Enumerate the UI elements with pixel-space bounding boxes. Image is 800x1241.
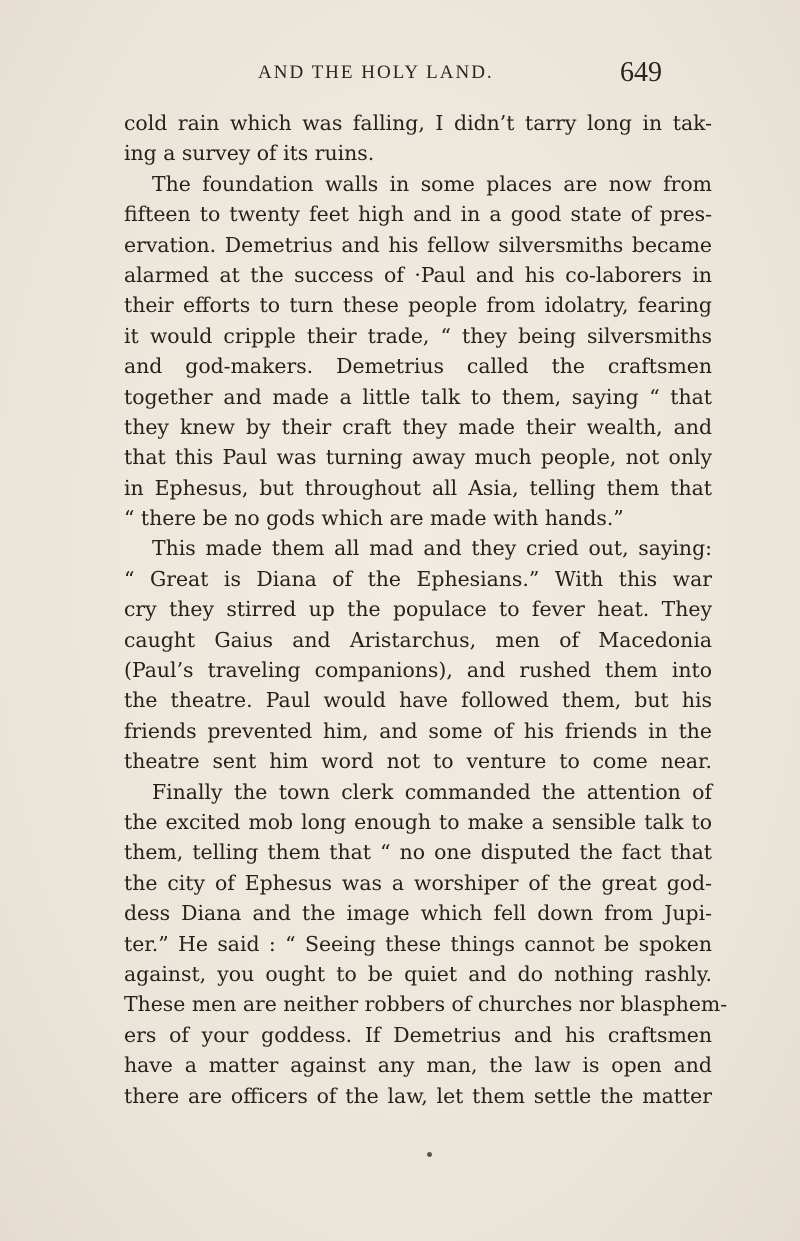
ink-speck [427,1152,432,1157]
running-head [0,57,800,102]
text-line: These men are neither robbers of churches nor blasphem- [124,992,728,1017]
text-line: ervation. Demetrius and his fellow silversmiths became [124,232,712,257]
text-line: that this Paul was turning away much people, not only [124,445,712,470]
text-line: they knew by their craft they made their wealth, and [124,414,712,439]
text-line: friends prevented him, and some of his friends in the [124,718,712,743]
text-line: The foundation walls in some places are now from [152,171,712,196]
text-line: alarmed at the success of ·Paul and his co-laborers in [124,262,712,287]
text-line: together and made a little talk to them, saying “ that [124,384,712,409]
text-line: “ Great is Diana of the Ephesians.” With this war [124,566,712,591]
text-line: and god-makers. Demetrius called the craftsmen [124,354,712,379]
page-number: 649 [620,57,662,88]
text-line: against, you ought to be quiet and do nothing rashly. [124,961,712,986]
text-line: Finally the town clerk commanded the attention of [152,779,712,804]
text-line: cry they stirred up the populace to fever heat. They [124,597,712,622]
text-line: the city of Ephesus was a worshiper of the great god- [124,870,712,895]
text-line: it would cripple their trade, “ they being silversmiths [124,323,712,348]
text-line: have a matter against any man, the law is open and [124,1053,712,1078]
text-line: theatre sent him word not to venture to come near. [124,749,712,774]
text-line: ing a survey of its ruins. [124,141,375,166]
text-line: ter.” He said : “ Seeing these things cannot be spoken [124,931,712,956]
text-line: caught Gaius and Aristarchus, men of Macedonia [124,627,712,652]
running-head-title: AND THE HOLY LAND. [258,62,494,83]
text-line: fifteen to twenty feet high and in a good state of pres- [124,202,712,227]
text-line: the excited mob long enough to make a sensible talk to [124,809,712,834]
body-text [124,108,728,1111]
text-line: “ there be no gods which are made with hands.” [124,506,624,531]
text-line: ers of your goddess. If Demetrius and his craftsmen [124,1022,712,1047]
text-line: them, telling them that “ no one disputed the fact that [124,840,712,865]
text-line: cold rain which was falling, I didn’t tarry long in tak- [124,111,712,135]
text-line: in Ephesus, but throughout all Asia, telling them that [124,475,712,500]
text-line: their efforts to turn these people from idolatry, fearing [124,293,712,318]
text-line: dess Diana and the image which fell down from Jupi- [124,901,712,926]
text-line: the theatre. Paul would have followed them, but his [124,688,712,713]
text-line: there are officers of the law, let them settle the matter [124,1083,712,1108]
text-line: This made them all mad and they cried out, saying: [152,536,712,561]
text-line: (Paul’s traveling companions), and rushed them into [124,658,712,683]
